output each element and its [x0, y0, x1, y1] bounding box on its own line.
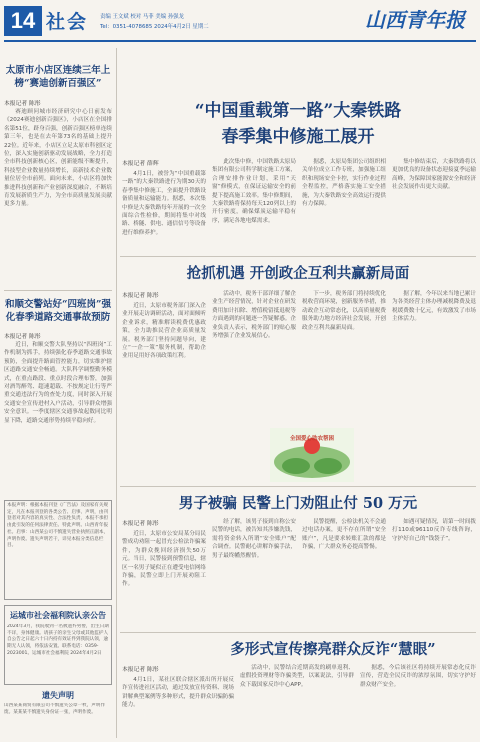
newspaper-logo	[356, 4, 474, 34]
article2-body: 近日，和顺交警大队坚持以“四班岗”工作机制为抓手，持续强化春季道路交通事故预防，全面提升路面管控能力，切实维护辖区道路交通安全畅通。大队科学调整勤务模式，在重点路段、重点时段合理布警，加强对酒驾醉驾、超速超载、不按规定让行等严重交通违法行为的查处力度，同时深入开展交通安全宣传进村入户活动，引导群众增强安全意识。一季度辖区交通事故起数同比明显下降，道路交通形势持续平稳向好。	[4, 342, 112, 424]
header-rule	[4, 40, 476, 42]
fraud-col3: 民警提醒，公检法机关不会通过电话办案，更不存在所谓“安全账户”，凡是要求转账汇款的都是诈骗，广大群众务必提高警惕。	[302, 519, 386, 551]
article1-headline: 太原市小店区连续三年上榜“赛迪创新百强区”	[5, 65, 111, 89]
fraud-col1: 近日，太原市公安局某分局民警成功劝阻一起冒充公检法诈骗案件，为群众挽回经济损失50万元。当日，民警接到预警信息，辖区一名男子疑似正在遭受电信网络诈骗，民警立即上门开展劝阻工作。	[122, 531, 206, 588]
svg-text:全国爱心助农帮困: 全国爱心助农帮困	[289, 436, 335, 442]
welfare-notice-box	[4, 605, 112, 685]
rail-col1: 4月1日，被誉为“中国重载第一路”的大秦铁路进行为期30天的春季集中修施工，全面提升铁路设备质量和运输能力。据悉，本次集中修是大秦铁路每年开展的一次全面综合性检修，期间将集中对线路、桥隧、供电、通信信号等设备进行维修养护。	[122, 171, 206, 236]
divider	[120, 256, 476, 257]
promo-banner	[270, 428, 354, 482]
masthead	[0, 0, 480, 42]
article2-byline: 本报记者 陈彤	[4, 334, 41, 340]
section-title: 社会	[46, 11, 89, 33]
fraud-byline: 本报记者 陈彤	[122, 521, 159, 527]
rail-col2: 此次集中修，中国铁路太原局集团有限公司科学制定施工方案，合理安排作业计划，采用“天窗”修模式，在保证运输安全的前提下提高施工效率。集中修期间，大秦铁路将保持每天120列以上的开行密度，确保煤炭运输平稳有序，满足各地电煤需求。	[212, 159, 296, 224]
tax-col4: 据了解，今年以来当地已累计为各类经营主体办理减税降费及退税缓费数十亿元，有效激发了市场主体活力。	[392, 291, 476, 323]
tax-byline: 本报记者 陈彤	[122, 293, 159, 299]
rail-col4: 集中修结束后，大秦铁路将以更加优良的设备状态迎接夏季运输高峰，为保障国家能源安全和经济社会发展作出更大贡献。	[392, 159, 476, 191]
fraud-headline: 男子被骗 民警上门劝阻止付 50 万元	[178, 495, 418, 512]
article1-byline: 本报记者 陈彤	[4, 101, 41, 107]
divider	[120, 486, 476, 487]
rail-headline-line1: “中国重载第一路”大秦铁路	[194, 101, 402, 121]
article2-headline: 和顺交警站好“四班岗”强化春季道路交通事故预防	[5, 299, 111, 323]
logo-text: 山西青年报	[365, 8, 465, 32]
lost-notice-body: 山西某某商贸有限公司不慎遗失公章一枚，声明作废。某某某不慎遗失身份证一张，声明作废。	[4, 703, 106, 715]
tax-col3: 下一步，税务部门将持续优化税收营商环境，创新服务举措，推动政企互动常态化，以高质量税费服务助力地方经济社会发展，开创政企互利共赢新局面。	[302, 291, 386, 331]
page-number: 14	[4, 6, 42, 36]
editor-credits: 责编 王文斌 校对 马菲 美编 孙强龙	[100, 14, 185, 20]
law-col1: 4月1日，某社区联合辖区派出所开展反诈宣传进社区活动，通过发放宣传资料、现场讲解典型案例等多种形式，提升群众识骗防骗能力。	[122, 677, 234, 709]
law-headline: 多形式宣传擦亮群众反诈“慧眼”	[230, 641, 436, 658]
law-col2: 活动中，民警结合近期高发的刷单返利、虚假投资理财等诈骗类型，以案说法，引导群众下载国家反诈中心APP。	[240, 665, 354, 688]
fraud-col4: 如遇可疑情况，请第一时间拨打110或96110反诈专线咨询，守护好自己的“钱袋子”。	[392, 519, 476, 542]
fraud-col2: 经了解，该男子接到自称公安民警的电话，被告知其涉嫌洗钱，需将资金转入所谓“安全账户”配合调查。民警耐心讲解诈骗手法，男子最终幡然醒悟。	[212, 519, 296, 559]
lost-notice-title: 遗失声明	[42, 690, 74, 700]
contact-date: Tel：0351-4078685 2024年4月2日 星期二	[100, 24, 209, 30]
divider	[120, 632, 476, 633]
tax-col2: 活动中，税务干部详细了解企业生产经营情况，针对企业在研发费用加计扣除、增值税留抵退税等方面遇到的问题逐一答疑解惑。企业负责人表示，税务部门的贴心服务增强了企业发展信心。	[212, 291, 296, 340]
rail-col3: 据悉，太原局集团公司组织相关单位成立工作专班，加强施工组织和现场安全卡控，实行作业过程全程监控，严格落实施工安全措施，为大秦铁路安全高效运行提供有力保障。	[302, 159, 386, 208]
tax-headline: 抢抓机遇 开创政企互利共赢新局面	[186, 265, 410, 282]
notice-box: 本报声明：根据本报刊登《广告法》及国家有关规定，凡在本报刊登的各类公告、启事、声明，由刊登者对其内容的真实性、合法性负责，本报不承担由此引发的任何法律责任。特此声明。山西青年报社。启事：山西某公司不慎遗失营业执照正副本，声明作废。遗失声明若干，详见本报分类信息栏目。	[4, 500, 112, 600]
article1-body: 赛迪顾问城市经济研究中心日前发布《2024赛迪创新百强区》，小店区在全国排名第51位，跻身百强，创新百强区榜单连续第三年，也是在去年第73名的基础上提升22位。近年来，小店区立足太原市科创区定位，深入实施创新驱动发展战略，全力打造全市科技创新核心区，创新能级不断提升，科技型企业数量持续增长，高新技术企业数量位居全市前列。面向未来，小店区将加快推进科技创新和产业创新深度融合，不断培育发展新质生产力，为全市高质量发展贡献更多力量。	[4, 109, 112, 208]
rail-headline-line2: 春季集中修施工展开	[221, 127, 375, 147]
law-byline: 本报记者 陈彤	[122, 667, 159, 673]
welfare-notice-title: 运城市社会福利院认亲公告	[10, 610, 106, 620]
tax-col1: 近日，太原市税务部门深入企业开展走访调研活动，面对面倾听企业诉求，精准解读税费优惠政策，全力助推民营企业高质量发展。税务部门坚持问题导向，建立“一企一策”服务机制，帮助企业用足用好各项政策红利。	[122, 303, 206, 360]
divider	[4, 290, 112, 291]
law-col3: 据悉，今后该社区将持续开展常态化反诈宣传，营造全民反诈的浓厚氛围，切实守护好群众财产安全。	[360, 665, 476, 688]
column-divider	[116, 48, 117, 738]
rail-byline: 本报记者 薛辉	[122, 161, 159, 167]
welfare-notice-body: 2024年3月，我院收到一名被遗弃男婴，出生日期不详，身体健康。请孩子的亲生父母或其他监护人自公告之日起六十日内持有效证件到我院认领，逾期无人认领，将依法安置。联系电话：0359-2023001。运城市社会福利院 2024年4月2日	[7, 624, 109, 656]
